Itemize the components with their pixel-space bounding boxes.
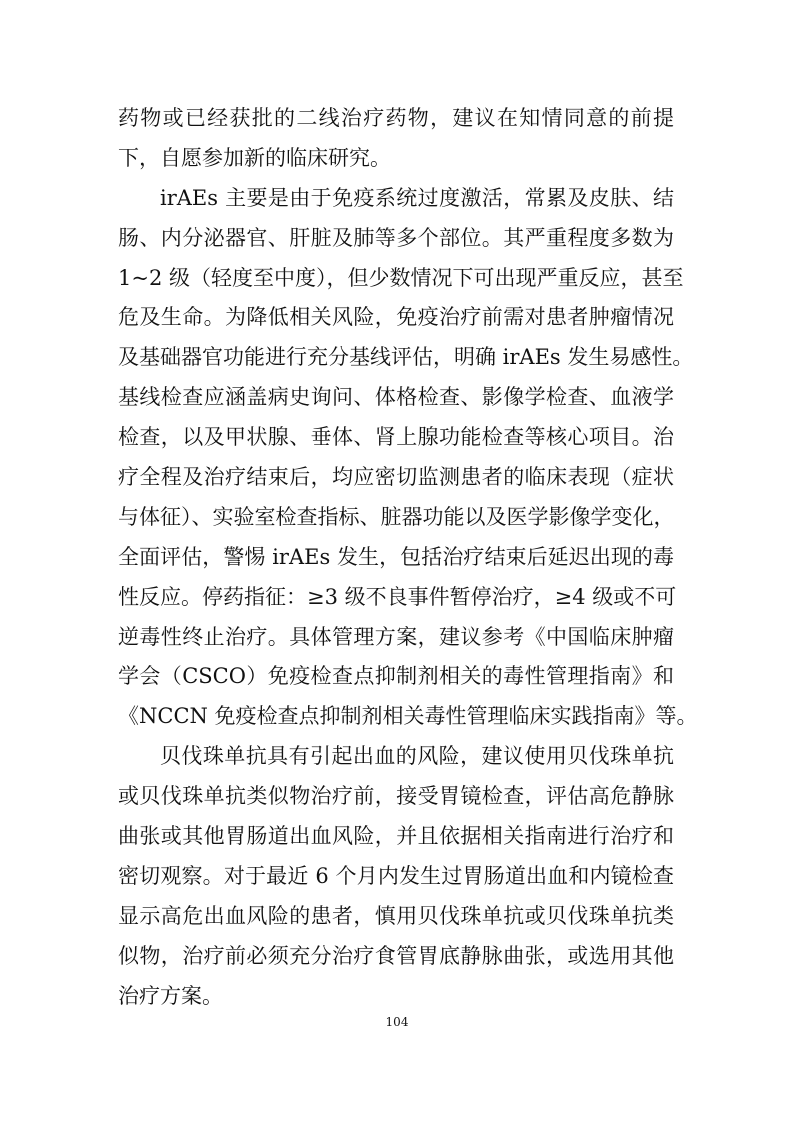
page-number: 104 bbox=[385, 1015, 409, 1029]
text-line: 密切观察。对于最近 6 个月内发生过胃肠道出血和内镜检查 bbox=[118, 863, 674, 888]
text-line: 似物，治疗前必须充分治疗食管胃底静脉曲张，或选用其他 bbox=[118, 943, 674, 968]
text-line: 与体征）、实验室检查指标、脏器功能以及医学影像学变化， bbox=[118, 504, 675, 529]
text-line: 治疗方案。 bbox=[118, 983, 223, 1008]
text-line: irAEs 主要是由于免疫系统过度激活，常累及皮肤、结 bbox=[160, 185, 674, 210]
text-line: 或贝伐珠单抗类似物治疗前，接受胃镜检查，评估高危静脉 bbox=[118, 784, 674, 809]
text-line: 危及生命。为降低相关风险，免疫治疗前需对患者肿瘤情况 bbox=[118, 305, 674, 330]
text-line: 全面评估，警惕 irAEs 发生，包括治疗结束后延迟出现的毒 bbox=[118, 544, 674, 569]
text-line: 显示高危出血风险的患者，慎用贝伐珠单抗或贝伐珠单抗类 bbox=[118, 903, 674, 928]
text-line: 下，自愿参加新的临床研究。 bbox=[118, 145, 391, 170]
text-line: 曲张或其他胃肠道出血风险，并且依据相关指南进行治疗和 bbox=[118, 824, 674, 849]
body-text bbox=[118, 99, 698, 1016]
text-line: 学会（CSCO）免疫检查点抑制剂相关的毒性管理指南》和 bbox=[118, 664, 674, 689]
text-line: 逆毒性终止治疗。具体管理方案，建议参考《中国临床肿瘤 bbox=[118, 624, 674, 649]
text-line: 贝伐珠单抗具有引起出血的风险，建议使用贝伐珠单抗 bbox=[160, 744, 674, 769]
text-line: 基线检查应涵盖病史询问、体格检查、影像学检查、血液学 bbox=[118, 385, 674, 410]
text-line: 及基础器官功能进行充分基线评估，明确 irAEs 发生易感性。 bbox=[118, 345, 694, 370]
text-line: 肠、内分泌器官、肝脏及肺等多个部位。其严重程度多数为 bbox=[118, 225, 674, 250]
text-line: 1~2 级（轻度至中度），但少数情况下可出现严重反应，甚至 bbox=[118, 265, 684, 290]
text-line: 性反应。停药指征：≥3 级不良事件暂停治疗，≥4 级或不可 bbox=[118, 584, 677, 609]
text-line: 检查，以及甲状腺、垂体、肾上腺功能检查等核心项目。治 bbox=[118, 425, 674, 450]
text-line: 《NCCN 免疫检查点抑制剂相关毒性管理临床实践指南》等。 bbox=[118, 704, 698, 729]
text-line: 疗全程及治疗结束后，均应密切监测患者的临床表现（症状 bbox=[118, 465, 674, 490]
text-line: 药物或已经获批的二线治疗药物，建议在知情同意的前提 bbox=[118, 106, 674, 130]
